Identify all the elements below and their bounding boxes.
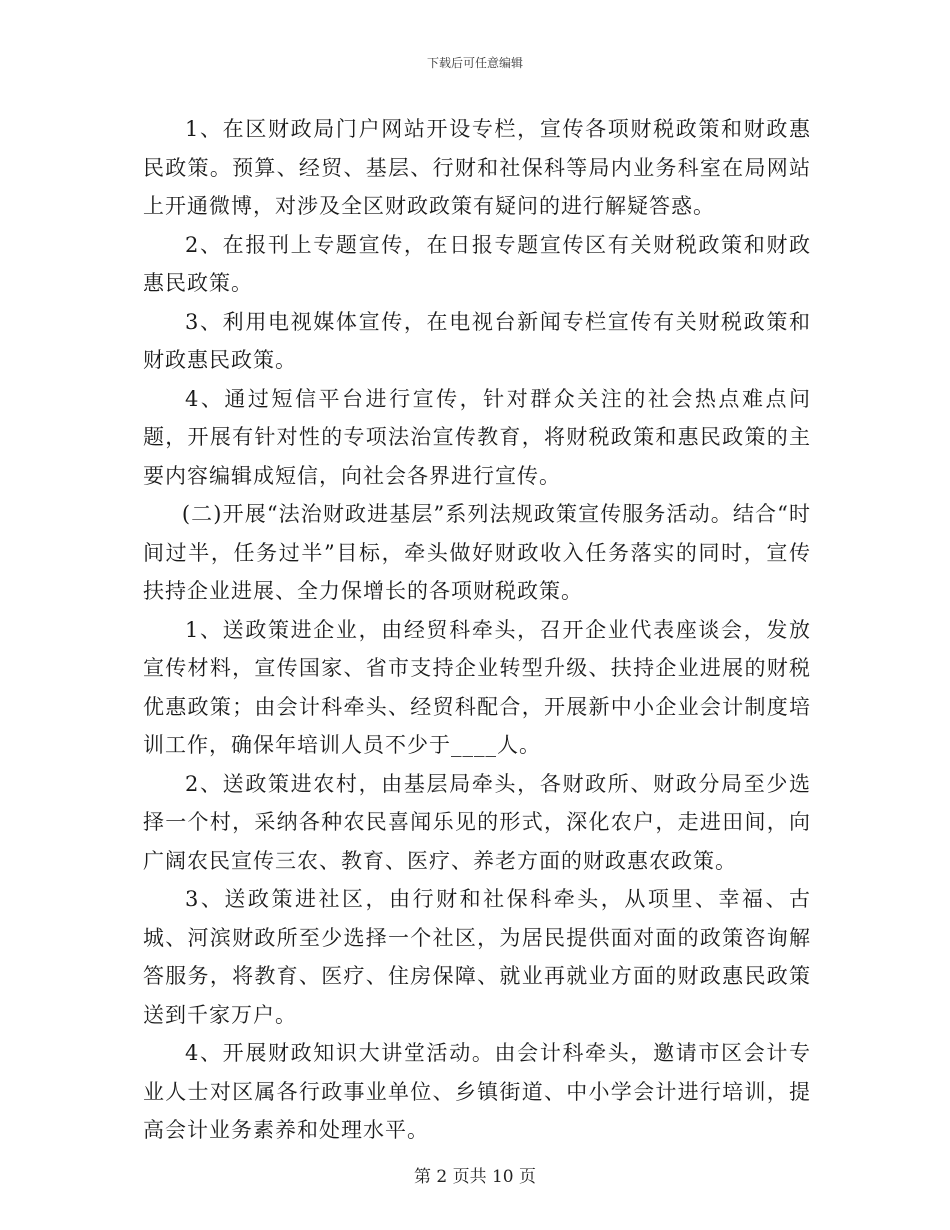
paragraph-enterprise: 1、送政策进企业，由经贸科牵头，召开企业代表座谈会，发放宣传材料，宣传国家、省市支持企业转型升级、扶持企业进展的财税优惠政策；由会计科牵头、经贸科配合，开展新中小企业会计制度培训工作，确保年培训人员不少于____人。 (143, 617, 811, 757)
paragraph-website: 1、在区财政局门户网站开设专栏，宣传各项财税政策和财政惠民政策。预算、经贸、基层、行财和社保科等局内业务科室在局网站上开通微博，对涉及全区财政政策有疑问的进行解疑答惑。 (143, 117, 811, 218)
paragraph-community: 3、送政策进社区，由行财和社保科牵头，从项里、幸福、古城、河滨财政所至少选择一个社区，为居民提供面对面的政策咨询解答服务，将教育、医疗、住房保障、就业再就业方面的财政惠民政策送到千家万户。 (143, 887, 811, 1027)
paragraph-section-2: (二)开展“法治财政进基层”系列法规政策宣传服务活动。结合“时间过半，任务过半”目标，牵头做好财政收入任务落实的同时，宣传扶持企业进展、全力保增长的各项财税政策。 (143, 502, 811, 603)
paragraph-tv: 3、利用电视媒体宣传，在电视台新闻专栏宣传有关财税政策和财政惠民政策。 (143, 309, 811, 372)
paragraph-sms: 4、通过短信平台进行宣传，针对群众关注的社会热点难点问题，开展有针对性的专项法治宣传教育，将财税政策和惠民政策的主要内容编辑成短信，向社会各界进行宣传。 (143, 386, 811, 488)
page-header: 下载后可任意编辑 (426, 56, 523, 70)
paragraph-village: 2、送政策进农村，由基层局牵头，各财政所、财政分局至少选择一个村，采纳各种农民喜闻乐见的形式，深化农户，走进田间，向广阔农民宣传三农、教育、医疗、养老方面的财政惠农政策。 (143, 771, 811, 873)
paragraph-lecture: 4、开展财政知识大讲堂活动。由会计科牵头，邀请市区会计专业人士对区属各行政事业单位、乡镇街道、中小学会计进行培训，提高会计业务素养和处理水平。 (143, 1041, 811, 1142)
page-footer: 第 2 页共 10 页 (413, 1167, 537, 1187)
paragraph-newspaper: 2、在报刊上专题宣传，在日报专题宣传区有关财税政策和财政惠民政策。 (143, 232, 811, 295)
document-body (143, 110, 811, 1150)
